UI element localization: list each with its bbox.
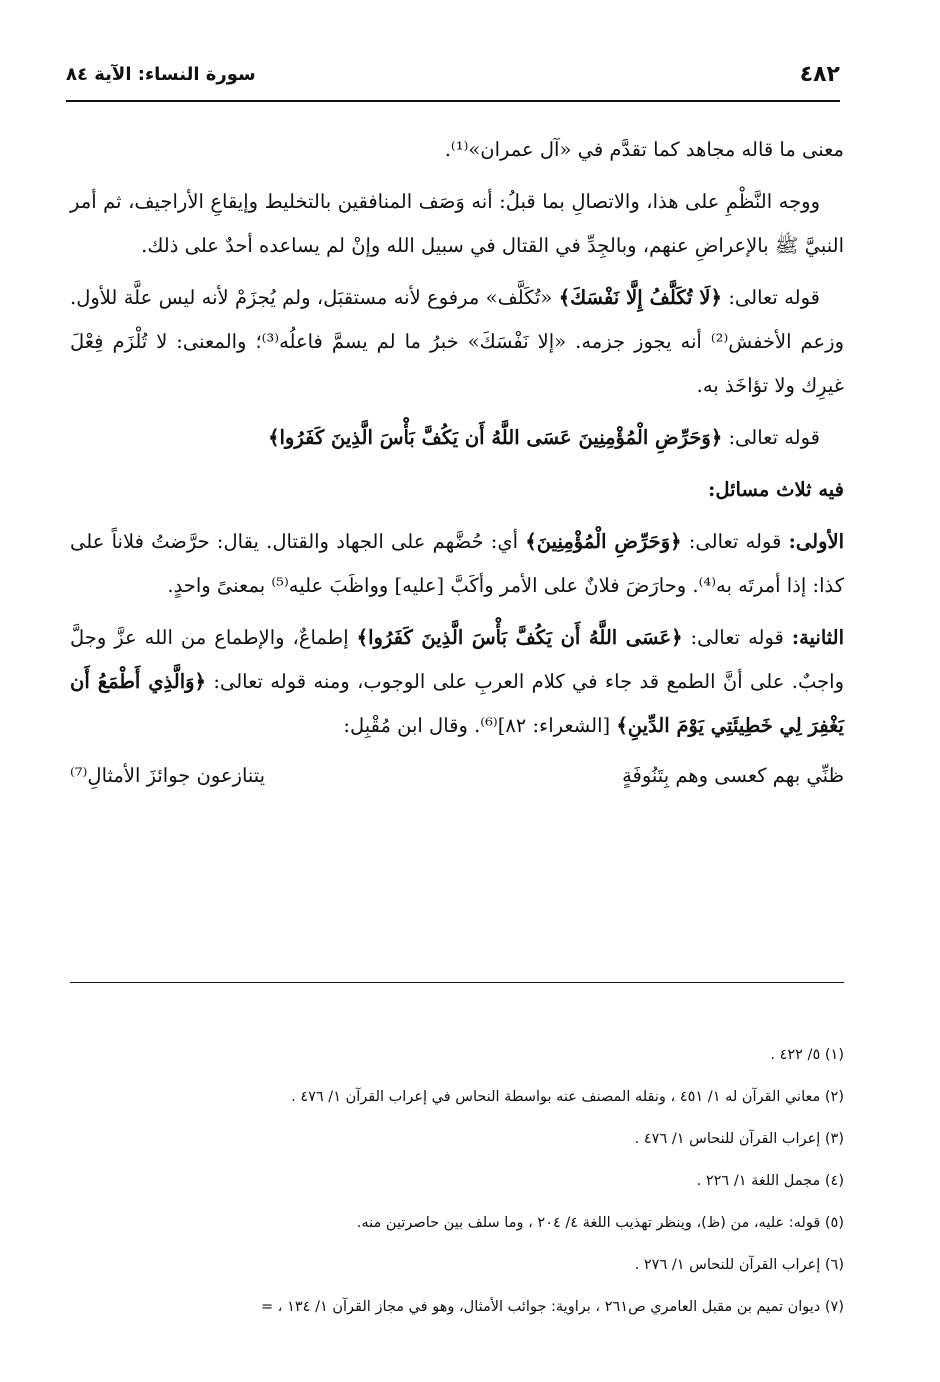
footnote-separator xyxy=(70,982,844,983)
quote-lead: قوله تعالى: xyxy=(690,626,784,649)
footnote: (٣) إعراب القرآن للنحاس ١/ ٤٧٦ . xyxy=(634,1131,844,1147)
paragraph-first-issue xyxy=(70,520,844,608)
quote-lead: قوله تعالى: xyxy=(688,530,782,553)
section-heading: فيه ثلاث مسائل: xyxy=(708,478,844,501)
paragraph-3 xyxy=(70,276,844,408)
footnotes xyxy=(70,1034,844,1328)
commentary: أي: حُضَّهم على الجهاد والقتال. يقال: حرَّضتُ فلاناً على كذا: إذا أمرتَه به⁽⁴⁾. وحارَضَ فلانٌ على الأمر وأكَبَّ [عليه] وواظَبَ عليه⁽⁵⁾ بمعنىً واحدٍ. xyxy=(70,530,844,597)
running-title: سورة النساء: الآية ٨٤ xyxy=(66,64,256,85)
quote-lead: قوله تعالى: xyxy=(728,426,820,449)
paragraph-second-issue xyxy=(70,616,844,748)
issue-label: الأولى: xyxy=(788,530,844,553)
commentary: إطماعٌ، والإطماع من الله عزَّ وجلَّ واجبٌ. على أنَّ الطمع قد جاء في كلام العربِ على الوجوب، ومنه قوله تعالى: xyxy=(70,626,844,693)
verse-second-hemistich: يتنازعون جوائزَ الأمثالِ⁽⁷⁾ xyxy=(70,764,266,787)
main-text xyxy=(70,128,844,796)
footnote: (٧) ديوان تميم بن مقبل العامري ص٢٦١ ، براوية: جوائب الأمثال، وهو في مجاز القرآن ١/ ١٣٤ ، = xyxy=(261,1299,844,1315)
footnote: (٤) مجمل اللغة ١/ ٢٢٦ . xyxy=(696,1173,844,1189)
paragraph-1: معنى ما قاله مجاهد كما تقدَّم في «آل عمران»⁽¹⁾. xyxy=(444,138,844,161)
footnote: (٦) إعراب القرآن للنحاس ١/ ٢٧٦ . xyxy=(634,1257,844,1273)
quote-lead: قوله تعالى: xyxy=(728,286,820,309)
paragraph-4 xyxy=(70,416,844,460)
quran-verse: ﴿عَسَى اللَّهُ أَن يَكُفَّ بَأْسَ الَّذِينَ كَفَرُوا﴾ xyxy=(356,626,683,649)
paragraph-2: ووجه النَّظْمِ على هذا، والاتصالِ بما قبلُ: أنه وَصَف المنافقين بالتخليط وإيقاعِ الأراجيف، ثم أمر النبيَّ ﷺ بالإعراضِ عنهم، وبالجِدِّ في القتال في سبيل الله وإنْ لم يساعده أحدٌ على ذلك. xyxy=(70,190,844,257)
quran-verse: ﴿لَا تُكَلَّفُ إِلَّا نَفْسَكَ﴾ xyxy=(558,286,722,309)
citation: [الشعراء: ٨٢]⁽⁶⁾. وقال ابن مُقْبِل: xyxy=(343,714,611,737)
quran-verse: ﴿وَحَرِّضِ الْمُؤْمِنِينَ﴾ xyxy=(525,530,682,553)
issue-label: الثانية: xyxy=(791,626,845,649)
quran-verse: ﴿وَالَّذِي أَطْمَعُ أَن يَغْفِرَ لِي خَطِيئَتِي يَوْمَ الدِّينِ﴾ xyxy=(70,670,844,737)
footnote: (٢) معاني القرآن له ١/ ٤٥١ ، ونقله المصنف عنه بواسطة النحاس في إعراب القرآن ١/ ٤٧٦ . xyxy=(291,1089,844,1105)
footnote: (١) ٥/ ٤٢٢ . xyxy=(770,1047,844,1063)
page-number: ٤٨٢ xyxy=(799,62,840,87)
commentary: «تُكَلَّف» مرفوع لأنه مستقبَل، ولم يُجزَمْ لأنه ليس علَّة للأول. وزعم الأخفش⁽²⁾ أنه يجوز جزمه. «إلا نَفْسَكَ» خبرُ ما لم يسمَّ فاعلُه⁽³⁾؛ والمعنى: لا تُلْزَم فِعْلَ غيرِك ولا تؤاخَذ به. xyxy=(70,286,844,397)
poetry-verse xyxy=(70,756,844,796)
page-header xyxy=(66,56,840,102)
footnote: (٥) قوله: عليه، من (ظ)، وينظر تهذيب اللغة ٤/ ٢٠٤ ، وما سلف بين حاصرتين منه. xyxy=(356,1215,844,1231)
quran-verse: ﴿وَحَرِّضِ الْمُؤْمِنِينَ عَسَى اللَّهُ أَن يَكُفَّ بَأْسَ الَّذِينَ كَفَرُوا﴾ xyxy=(268,426,723,449)
verse-first-hemistich: ظنِّي بهم كعسى وهم بِتَنُوفَةٍ xyxy=(622,764,844,787)
